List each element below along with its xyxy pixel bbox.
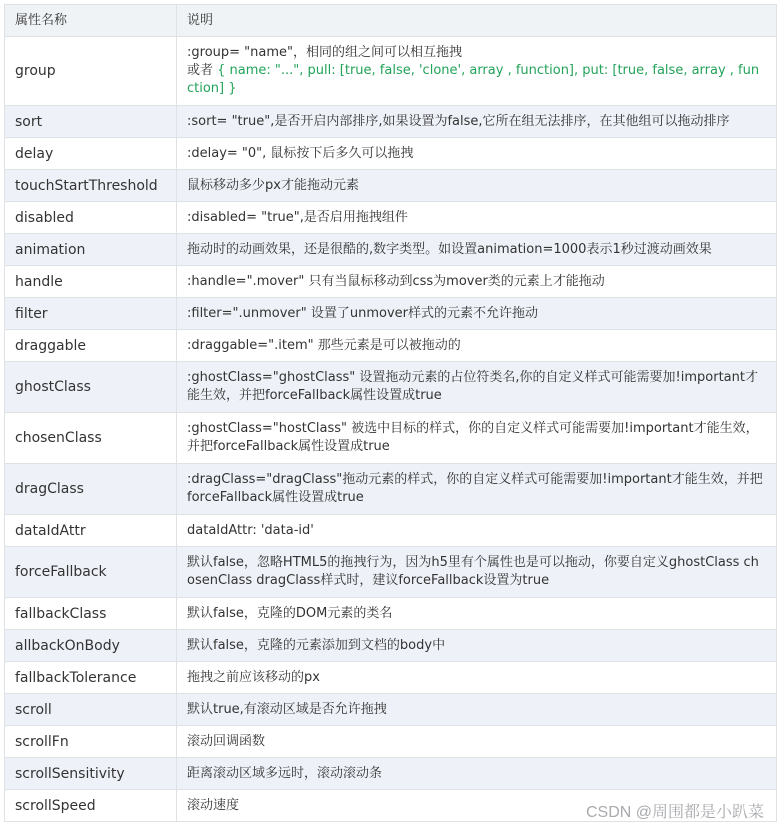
table-row (5, 515, 777, 547)
property-name: dataIdAttr (5, 515, 177, 547)
property-description: 鼠标移动多少px才能拖动元素 (177, 170, 777, 202)
property-description: 拖动时的动画效果，还是很酷的,数字类型。如设置animation=1000表示1秒过渡动画效果 (177, 234, 777, 266)
property-description: 滚动回调函数 (177, 726, 777, 758)
property-name: chosenClass (5, 413, 177, 464)
table-row (5, 726, 777, 758)
property-description: :disabled= "true",是否启用拖拽组件 (177, 202, 777, 234)
property-name: fallbackClass (5, 598, 177, 630)
property-description: :draggable=".item" 那些元素是可以被拖动的 (177, 330, 777, 362)
property-description: 滚动速度 (177, 790, 777, 822)
table-row (5, 266, 777, 298)
table-row (5, 362, 777, 413)
table-row (5, 37, 777, 106)
group-prefix: 或者 (187, 63, 214, 78)
table-row (5, 330, 777, 362)
property-description: :dragClass="dragClass"拖动元素的样式，你的自定义样式可能需要加!important才能生效，并把forceFallback属性设置成true (177, 464, 777, 515)
table-row (5, 694, 777, 726)
property-name: disabled (5, 202, 177, 234)
property-description: :sort= "true",是否开启内部排序,如果设置为false,它所在组无法排序，在其他组可以拖动排序 (177, 106, 777, 138)
table-row (5, 758, 777, 790)
property-description: :handle=".mover" 只有当鼠标移动到css为mover类的元素上才能拖动 (177, 266, 777, 298)
table-row (5, 413, 777, 464)
property-name: filter (5, 298, 177, 330)
property-name: touchStartThreshold (5, 170, 177, 202)
table-row (5, 630, 777, 662)
property-name: delay (5, 138, 177, 170)
property-description: 默认false，忽略HTML5的拖拽行为，因为h5里有个属性也是可以拖动，你要自定义ghostClass chosenClass dragClass样式时，建议forceFallback设置为true (177, 547, 777, 598)
property-name: ghostClass (5, 362, 177, 413)
property-description: dataIdAttr: 'data-id' (177, 515, 777, 547)
header-property-name: 属性名称 (5, 5, 177, 37)
property-name: fallbackTolerance (5, 662, 177, 694)
table-header-row (5, 5, 777, 37)
table-row (5, 106, 777, 138)
group-code: { name: "...", pull: [true, false, 'clone', array , function], put: [true, false, array , function] } (187, 63, 760, 96)
property-name: dragClass (5, 464, 177, 515)
property-name: forceFallback (5, 547, 177, 598)
property-name: allbackOnBody (5, 630, 177, 662)
header-description: 说明 (177, 5, 777, 37)
properties-table (4, 4, 777, 822)
property-description: :ghostClass="ghostClass" 设置拖动元素的占位符类名,你的自定义样式可能需要加!important才能生效，并把forceFallback属性设置成true (177, 362, 777, 413)
property-description: 默认false，克隆的元素添加到文档的body中 (177, 630, 777, 662)
table-row (5, 234, 777, 266)
property-name: sort (5, 106, 177, 138)
table-row (5, 662, 777, 694)
table-row (5, 298, 777, 330)
property-description: :delay= "0", 鼠标按下后多久可以拖拽 (177, 138, 777, 170)
property-name: draggable (5, 330, 177, 362)
property-name: handle (5, 266, 177, 298)
property-description: 距离滚动区域多远时，滚动滚动条 (177, 758, 777, 790)
property-description: :filter=".unmover" 设置了unmover样式的元素不允许拖动 (177, 298, 777, 330)
group-line-1: :group= "name"，相同的组之间可以相互拖拽 (187, 45, 462, 60)
table-row (5, 547, 777, 598)
property-description: :ghostClass="hostClass" 被选中目标的样式，你的自定义样式可能需要加!important才能生效，并把forceFallback属性设置成true (177, 413, 777, 464)
property-name: scroll (5, 694, 177, 726)
table-row (5, 138, 777, 170)
table-row (5, 170, 777, 202)
property-name: scrollSpeed (5, 790, 177, 822)
csdn-watermark: CSDN @周围都是小趴菜 (585, 804, 764, 821)
property-description: 拖拽之前应该移动的px (177, 662, 777, 694)
property-name: scrollFn (5, 726, 177, 758)
property-description: 默认false，克隆的DOM元素的类名 (177, 598, 777, 630)
property-description: 默认true,有滚动区域是否允许拖拽 (177, 694, 777, 726)
property-name: group (5, 37, 177, 106)
table-row (5, 598, 777, 630)
property-description (177, 37, 777, 106)
property-name: scrollSensitivity (5, 758, 177, 790)
table-row (5, 464, 777, 515)
table-row (5, 202, 777, 234)
property-name: animation (5, 234, 177, 266)
